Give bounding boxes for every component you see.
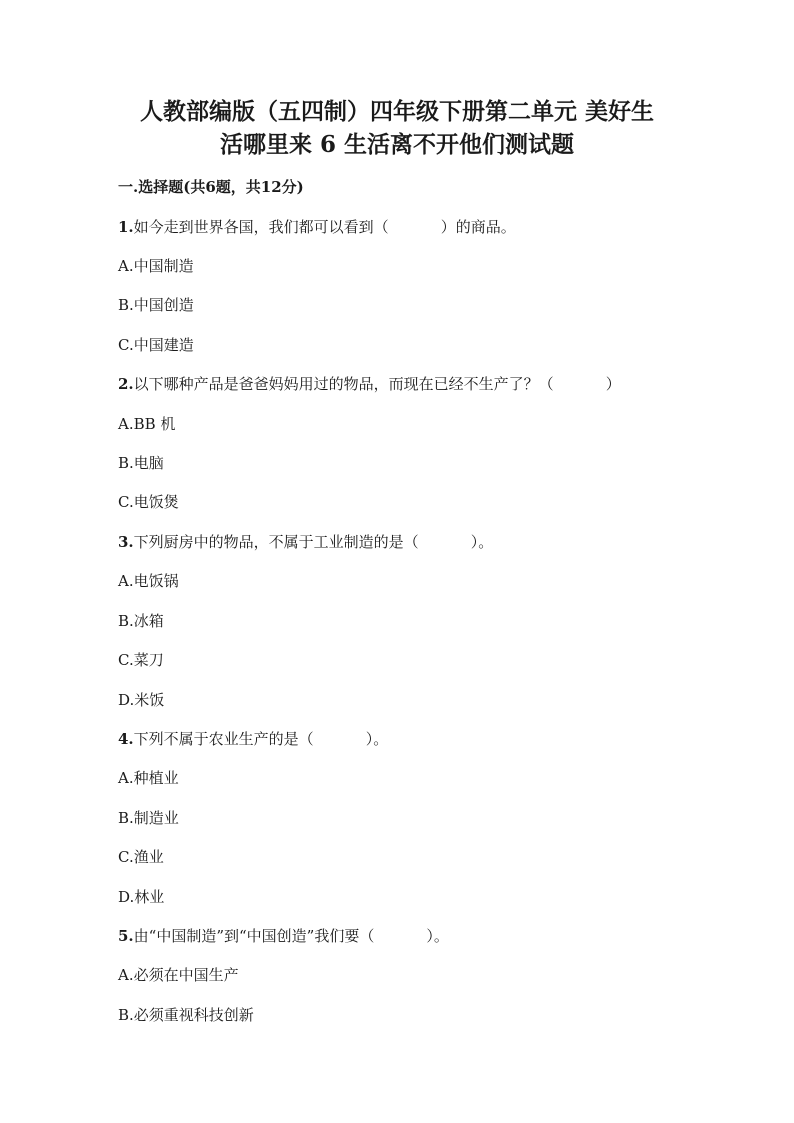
option-item[interactable]	[118, 964, 239, 986]
question-stem-start: 下列厨房中的物品，不属于工业制造的是（	[133, 533, 419, 551]
option-letter: A.	[118, 572, 134, 590]
option-item[interactable]	[118, 886, 164, 908]
option-item[interactable]	[118, 846, 164, 868]
option-text: 电脑	[133, 454, 164, 472]
option-text: 菜刀	[133, 651, 164, 669]
option-item[interactable]	[118, 689, 164, 711]
question-stem-end: ）。	[365, 730, 389, 748]
option-letter: B.	[118, 612, 134, 630]
option-item[interactable]	[118, 334, 194, 356]
question-number: 2.	[118, 375, 134, 393]
option-letter: C.	[118, 848, 134, 866]
option-item[interactable]	[118, 570, 179, 592]
option-letter: C.	[118, 336, 134, 354]
option-text: 必须重视科技创新	[133, 1006, 254, 1024]
option-item[interactable]	[118, 413, 175, 435]
question-3	[118, 531, 493, 553]
option-letter: D.	[118, 888, 135, 906]
option-text: 米饭	[134, 691, 165, 709]
question-stem-start: 如今走到世界各国，我们都可以看到（	[133, 218, 389, 236]
question-number: 3.	[118, 533, 134, 551]
option-letter: C.	[118, 493, 134, 511]
question-stem-end: ）。	[426, 927, 449, 945]
question-stem-end: ）的商品。	[440, 218, 516, 236]
option-item[interactable]	[118, 1004, 254, 1026]
option-text: 中国创造	[133, 296, 194, 314]
option-letter: A.	[118, 769, 134, 787]
option-text: BB 机	[133, 415, 176, 433]
question-stem-end: ）。	[470, 533, 494, 551]
question-2	[118, 373, 621, 395]
question-4	[118, 728, 388, 750]
question-5	[118, 925, 449, 947]
question-number: 1.	[118, 218, 134, 236]
option-letter: B.	[118, 1006, 134, 1024]
document-title-line-2: 活哪里来 6 生活离不开他们测试题	[219, 131, 575, 158]
option-item[interactable]	[118, 767, 179, 789]
option-text: 电饭锅	[133, 572, 179, 590]
option-item[interactable]	[118, 491, 179, 513]
option-letter: A.	[118, 257, 134, 275]
option-letter: C.	[118, 651, 134, 669]
option-text: 制造业	[133, 809, 179, 827]
option-letter: A.	[118, 415, 134, 433]
option-item[interactable]	[118, 807, 179, 829]
option-text: 中国制造	[133, 257, 194, 275]
question-stem-end: ）	[605, 375, 621, 393]
option-text: 必须在中国生产	[133, 966, 239, 984]
option-text: 电饭煲	[133, 493, 179, 511]
option-item[interactable]	[118, 255, 194, 277]
question-stem-start: 下列不属于农业生产的是（	[133, 730, 314, 748]
option-item[interactable]	[118, 610, 164, 632]
question-1	[118, 216, 516, 238]
option-text: 种植业	[133, 769, 179, 787]
option-text: 林业	[134, 888, 165, 906]
option-letter: D.	[118, 691, 135, 709]
option-letter: B.	[118, 454, 134, 472]
option-item[interactable]	[118, 452, 164, 474]
question-number: 5.	[118, 927, 134, 945]
question-stem-start: 由“中国制造”到“中国创造”我们要（	[133, 927, 375, 945]
option-letter: B.	[118, 296, 134, 314]
option-text: 渔业	[133, 848, 164, 866]
question-number: 4.	[118, 730, 134, 748]
option-text: 冰箱	[133, 612, 164, 630]
option-letter: A.	[118, 966, 134, 984]
option-text: 中国建造	[133, 336, 194, 354]
document-title-line-1: 人教部编版（五四制）四年级下册第二单元 美好生	[139, 98, 654, 125]
option-item[interactable]	[118, 294, 194, 316]
option-letter: B.	[118, 809, 134, 827]
section-heading: 一.选择题(共6题，共12分)	[118, 178, 304, 196]
option-item[interactable]	[118, 649, 164, 671]
question-stem-start: 以下哪种产品是爸爸妈妈用过的物品，而现在已经不生产了？（	[133, 375, 554, 393]
